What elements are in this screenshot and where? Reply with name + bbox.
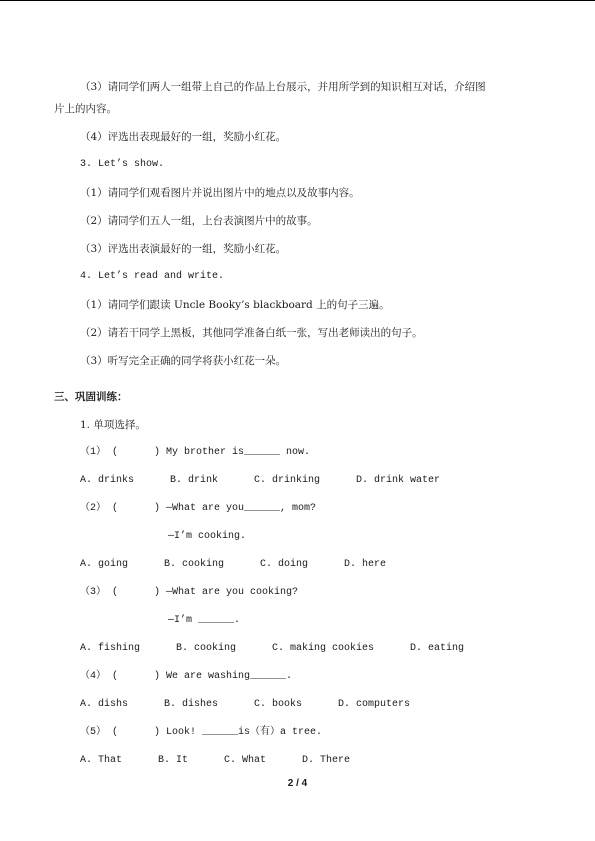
- text-line: （4）评选出表现最好的一组，奖励小红花。: [80, 131, 287, 143]
- options-5: A. That B. It C. What D. There: [80, 755, 351, 766]
- page-number: 2 / 4: [287, 778, 308, 789]
- options-4: A. dishs B. dishes C. books D. computers: [80, 699, 411, 710]
- options-2: A. going B. cooking C. doing D. here: [80, 559, 387, 570]
- text-line: （1）请同学们观看图片并说出图片中的地点以及故事内容。: [80, 187, 360, 199]
- question-group-title: 1. 单项选择。: [80, 419, 146, 431]
- question-1: （1） ( ) My brother is______ now.: [80, 447, 311, 458]
- question-2: （2） ( ) —What are you______, mom?: [80, 503, 317, 514]
- question-2-answer-line: —I’m cooking.: [168, 531, 247, 542]
- text-line: （3）评选出表演最好的一组，奖励小红花。: [80, 243, 287, 255]
- question-3-answer-line: —I’m ______.: [168, 615, 241, 626]
- text-line: （1）请同学们跟读 Uncle Booky’s blackboard 上的句子三遍。: [80, 299, 390, 311]
- section-heading: 3. Let’s show.: [80, 159, 165, 170]
- text-line: （3）听写完全正确的同学将获小红花一朵。: [80, 355, 287, 367]
- section-heading: 4. Let’s read and write.: [80, 271, 225, 282]
- question-5: （5） ( ) Look! ______is（有）a tree.: [80, 727, 323, 738]
- options-1: A. drinks B. drink C. drinking D. drink water: [80, 475, 441, 486]
- text-line: （3）请同学们两人一组带上自己的作品上台展示，并用所学到的知识相互对话，介绍图: [80, 81, 486, 93]
- top-rule: [0, 0, 595, 1]
- part-heading: 三、巩固训练：: [54, 391, 128, 403]
- text-line: （2）请同学们五人一组，上台表演图片中的故事。: [80, 215, 318, 227]
- options-3: A. fishing B. cooking C. making cookies D. eating: [80, 643, 465, 654]
- text-line: （2）请若干同学上黑板，其他同学准备白纸一张，写出老师读出的句子。: [80, 327, 423, 339]
- text-line: 片上的内容。: [54, 103, 117, 115]
- question-4: （4） ( ) We are washing______.: [80, 671, 293, 682]
- question-3: （3） ( ) —What are you cooking?: [80, 587, 299, 598]
